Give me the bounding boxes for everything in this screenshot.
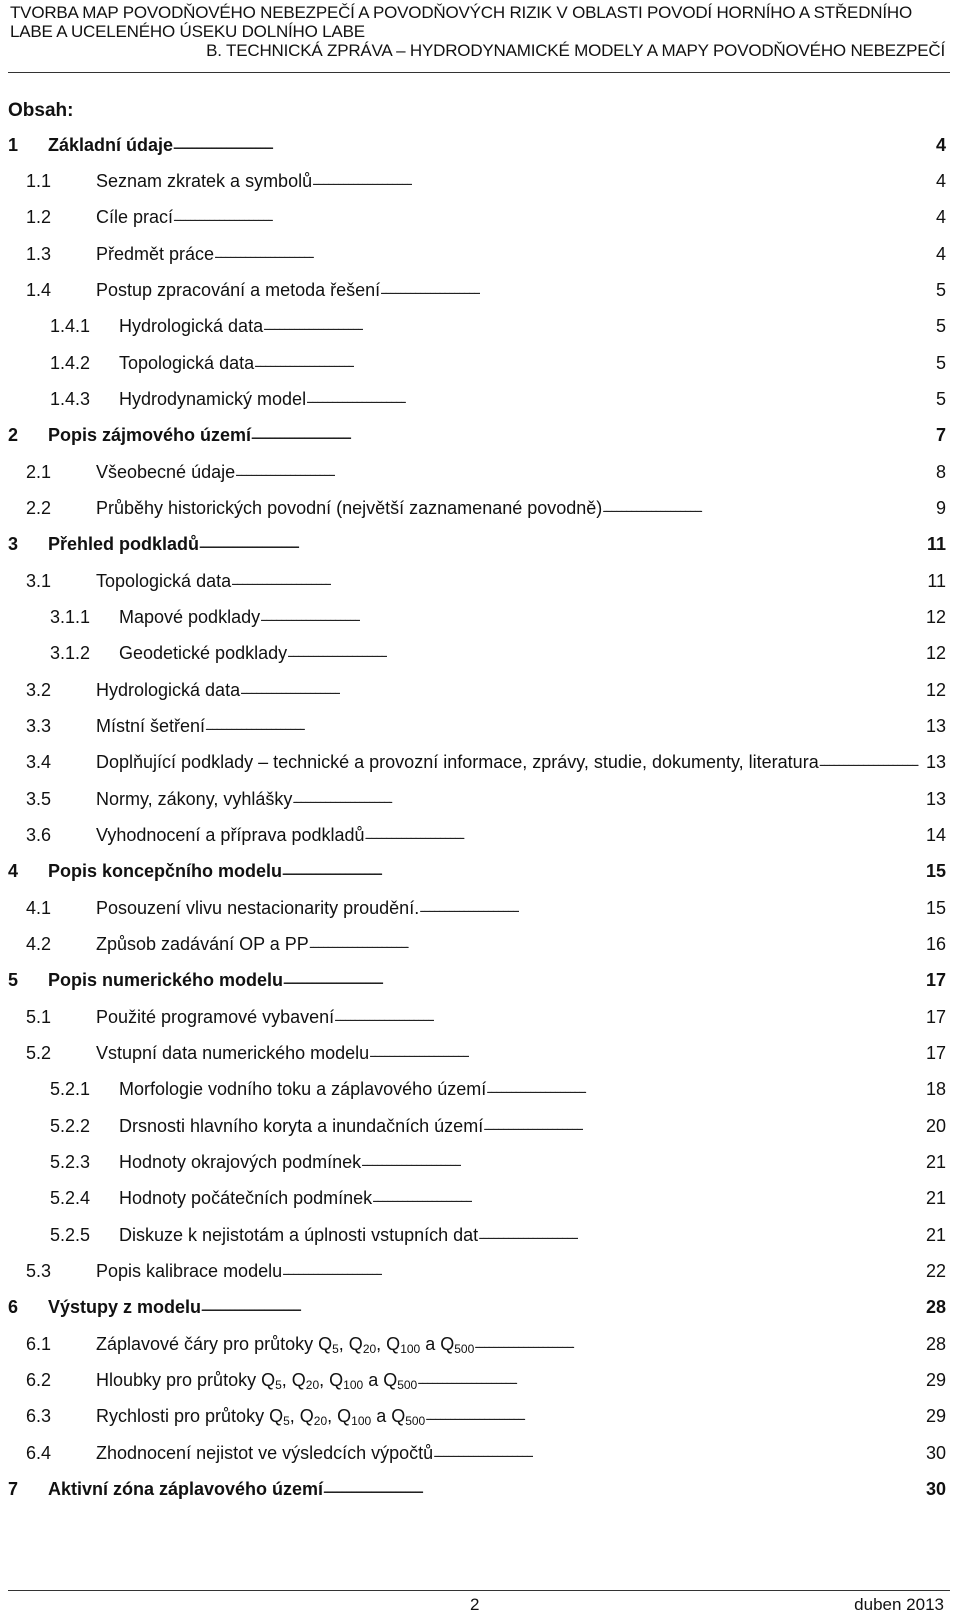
toc-entry[interactable] <box>26 1399 946 1427</box>
toc-entry-number: 2 <box>8 425 19 445</box>
dot-leader <box>199 535 925 555</box>
toc-entry-page: 7 <box>935 425 946 445</box>
toc-entry-page: 8 <box>935 462 946 482</box>
toc-entry-number: 1 <box>8 135 19 155</box>
toc-entry[interactable] <box>50 346 946 374</box>
toc-entry-title: Místní šetření <box>96 716 206 736</box>
toc-entry-page: 28 <box>925 1334 946 1354</box>
toc-entry-title: Způsob zadávání OP a PP <box>96 934 309 954</box>
toc-entry[interactable] <box>26 1254 946 1282</box>
dot-leader <box>372 1189 924 1209</box>
toc-entry[interactable] <box>8 1472 946 1500</box>
toc-entry[interactable] <box>26 164 946 192</box>
toc-entry-number: 1.3 <box>26 244 52 264</box>
toc-entry-title: Základní údaje <box>48 135 174 155</box>
toc-entry-page: 5 <box>935 316 946 336</box>
toc-entry[interactable] <box>26 1036 946 1064</box>
dot-leader <box>478 1226 924 1246</box>
toc-entry[interactable] <box>50 1218 946 1246</box>
toc-entry-title: Hodnoty okrajových podmínek <box>119 1152 362 1172</box>
toc-entry[interactable] <box>26 1327 946 1355</box>
dot-leader <box>283 971 924 991</box>
dot-leader <box>282 862 924 882</box>
toc-entry[interactable] <box>8 854 946 882</box>
dot-leader <box>309 935 924 955</box>
toc-entry-number: 3 <box>8 534 19 554</box>
toc-entry-page: 12 <box>925 607 946 627</box>
toc-entry[interactable] <box>26 818 946 846</box>
toc-entry-title: Vstupní data numerického modelu <box>96 1043 370 1063</box>
toc-entry[interactable] <box>26 564 946 592</box>
dot-leader <box>323 1480 924 1500</box>
toc-entry-number: 5 <box>8 970 19 990</box>
toc-entry[interactable] <box>26 491 946 519</box>
dot-leader <box>369 1044 924 1064</box>
toc-entry-number: 5.2 <box>26 1043 52 1063</box>
toc-entry[interactable] <box>26 1363 946 1391</box>
toc-entry[interactable] <box>26 273 946 301</box>
toc-entry-title: Hydrologická data <box>119 316 264 336</box>
toc-entry[interactable] <box>8 418 946 446</box>
toc-entry-number: 5.2.5 <box>50 1225 91 1245</box>
toc-entry-number: 2.1 <box>26 462 52 482</box>
dot-leader <box>312 172 934 192</box>
toc-entry-title: Rychlosti pro průtoky $Q_5$, $Q_{20}$, $Q_{100}$ a $Q_{500}$ <box>96 1406 426 1428</box>
toc-entry-title: Hodnoty počátečních podmínek <box>119 1188 373 1208</box>
toc-entry-number: 3.3 <box>26 716 52 736</box>
dot-leader <box>260 608 924 628</box>
toc-entry-title: Normy, zákony, vyhlášky <box>96 789 293 809</box>
toc-entry[interactable] <box>26 200 946 228</box>
toc-entry-number: 4 <box>8 861 19 881</box>
toc-entry-number: 3.6 <box>26 825 52 845</box>
toc-entry-page: 4 <box>935 135 946 155</box>
toc-entry-title: Aktivní zóna záplavového území <box>48 1479 324 1499</box>
toc-entry[interactable] <box>8 527 946 555</box>
dot-leader <box>425 1407 924 1427</box>
dot-leader <box>380 281 934 301</box>
toc-entry-title: Předmět práce <box>96 244 215 264</box>
toc-entry-title: Všeobecné údaje <box>96 462 236 482</box>
toc-entry-title: Cíle prací <box>96 207 174 227</box>
dot-leader <box>474 1335 924 1355</box>
toc-entry-page: 21 <box>925 1225 946 1245</box>
dot-leader <box>173 208 934 228</box>
toc-entry-page: 21 <box>925 1152 946 1172</box>
toc-entry-page: 17 <box>925 1007 946 1027</box>
toc-entry-title: Hydrodynamický model <box>119 389 307 409</box>
toc-entry-number: 3.1.2 <box>50 643 91 663</box>
toc-entry-page: 29 <box>925 1370 946 1390</box>
toc-entry[interactable] <box>26 709 946 737</box>
toc-entry[interactable] <box>50 382 946 410</box>
dot-leader <box>292 790 924 810</box>
header-line-1: TVORBA MAP POVODŇOVÉHO NEBEZPEČÍ A POVODŇOVÝCH RIZIK V OBLASTI POVODÍ HORNÍHO A STŘEDNÍHO <box>10 3 912 22</box>
toc-entry[interactable] <box>26 1000 946 1028</box>
toc-entry-page: 9 <box>935 498 946 518</box>
dot-leader <box>483 1117 924 1137</box>
dot-leader <box>240 681 924 701</box>
toc-entry-page: 13 <box>925 789 946 809</box>
toc-entry[interactable] <box>26 782 946 810</box>
dot-leader <box>231 572 925 592</box>
toc-entry-page: 15 <box>925 861 946 881</box>
dot-leader <box>201 1298 924 1318</box>
toc-entry-number: 5.2.2 <box>50 1116 91 1136</box>
dot-leader <box>205 717 924 737</box>
toc-entry-number: 4.2 <box>26 934 52 954</box>
toc-entry-number: 6 <box>8 1297 19 1317</box>
toc-entry[interactable] <box>50 636 946 664</box>
toc-entry-number: 2.2 <box>26 498 52 518</box>
toc-entry-title: Průběhy historických povodní (největší zaznamenané povodně) <box>96 498 603 518</box>
toc-entry-number: 3.2 <box>26 680 52 700</box>
toc-entry-page: 4 <box>935 207 946 227</box>
dot-leader <box>433 1444 924 1464</box>
toc-entry-title: Zhodnocení nejistot ve výsledcích výpočtů <box>96 1443 434 1463</box>
toc-entry-title: Postup zpracování a metoda řešení <box>96 280 381 300</box>
toc-title: Obsah: <box>8 100 74 121</box>
toc-entry-title: Výstupy z modelu <box>48 1297 202 1317</box>
dot-leader <box>263 317 934 337</box>
toc-entry-title: Mapové podklady <box>119 607 261 627</box>
toc-entry-title: Geodetické podklady <box>119 643 288 663</box>
toc-entry-title: Morfologie vodního toku a záplavového území <box>119 1079 487 1099</box>
header-divider <box>8 72 950 73</box>
toc-entry-page: 5 <box>935 389 946 409</box>
toc-entry-page: 30 <box>925 1443 946 1463</box>
toc-entry-number: 5.2.3 <box>50 1152 91 1172</box>
toc-entry-title: Vyhodnocení a příprava podkladů <box>96 825 365 845</box>
toc-entry-number: 1.2 <box>26 207 52 227</box>
toc-entry[interactable] <box>8 1290 946 1318</box>
toc-entry-number: 1.1 <box>26 171 52 191</box>
toc-entry-number: 5.2.1 <box>50 1079 91 1099</box>
toc-entry-number: 6.3 <box>26 1406 52 1426</box>
toc-entry-title: Záplavové čáry pro průtoky $Q_5$, $Q_{20}$, $Q_{100}$ a $Q_{500}$ <box>96 1334 475 1356</box>
toc-entry-page: 5 <box>935 280 946 300</box>
dot-leader <box>251 426 934 446</box>
toc-entry-page: 11 <box>927 571 946 591</box>
dot-leader <box>306 390 934 410</box>
dot-leader <box>287 644 924 664</box>
dot-leader <box>361 1153 924 1173</box>
toc-entry-number: 6.2 <box>26 1370 52 1390</box>
toc-entry-number: 5.1 <box>26 1007 52 1027</box>
toc-entry-number: 5.2.4 <box>50 1188 91 1208</box>
toc-entry-title: Topologická data <box>119 353 255 373</box>
toc-entry[interactable] <box>50 1109 946 1137</box>
dot-leader <box>214 245 934 265</box>
toc-entry-title: Hydrologická data <box>96 680 241 700</box>
dot-leader <box>254 354 934 374</box>
toc-entry-number: 1.4.2 <box>50 353 91 373</box>
toc-entry[interactable] <box>26 237 946 265</box>
dot-leader <box>602 499 934 519</box>
toc-entry-number: 1.4.1 <box>50 316 91 336</box>
toc-entry-page: 21 <box>925 1188 946 1208</box>
toc-entry[interactable] <box>50 1145 946 1173</box>
dot-leader <box>365 826 924 846</box>
toc-entry[interactable] <box>50 1072 946 1100</box>
header-line-3: B. TECHNICKÁ ZPRÁVA – HYDRODYNAMICKÉ MODELY A MAPY POVODŇOVÉHO NEBEZPEČÍ <box>206 41 945 60</box>
toc-entry-title: Diskuze k nejistotám a úplnosti vstupních dat <box>119 1225 479 1245</box>
toc-entry-number: 3.5 <box>26 789 52 809</box>
toc-entry-page: 14 <box>925 825 946 845</box>
dot-leader <box>417 1371 924 1391</box>
document-header <box>10 3 945 60</box>
toc-entry-number: 3.1 <box>26 571 52 591</box>
toc-entry-title: Popis koncepčního modelu <box>48 861 283 881</box>
toc-entry[interactable] <box>50 309 946 337</box>
toc-entry-page: 11 <box>926 534 946 554</box>
header-line-2: LABE A UCELENÉHO ÚSEKU DOLNÍHO LABE <box>10 22 365 41</box>
toc-entry[interactable] <box>50 1181 946 1209</box>
toc-entry[interactable] <box>26 673 946 701</box>
toc-entry[interactable] <box>8 128 946 156</box>
toc-entry-page: 12 <box>925 643 946 663</box>
page-number: 2 <box>470 1595 480 1614</box>
toc-entry-title: Popis kalibrace modelu <box>96 1261 283 1281</box>
toc-entry-number: 6.1 <box>26 1334 52 1354</box>
toc-entry-page: 18 <box>925 1079 946 1099</box>
toc-entry-title: Popis zájmového území <box>48 425 252 445</box>
toc-entry-number: 3.4 <box>26 752 52 772</box>
dot-leader <box>486 1080 924 1100</box>
toc-entry-page: 13 <box>925 716 946 736</box>
toc-entry-page: 4 <box>935 244 946 264</box>
toc-entry[interactable] <box>50 600 946 628</box>
toc-entry-number: 1.4 <box>26 280 52 300</box>
toc-entry-page: 5 <box>935 353 946 373</box>
toc-entry-title: Hloubky pro průtoky $Q_5$, $Q_{20}$, $Q_{100}$ a $Q_{500}$ <box>96 1370 418 1392</box>
toc-entry-page: 4 <box>935 171 946 191</box>
toc-entry-page: 12 <box>925 680 946 700</box>
toc-entry[interactable] <box>26 1436 946 1464</box>
dot-leader <box>282 1262 924 1282</box>
dot-leader <box>173 136 934 156</box>
toc-entry-page: 17 <box>925 970 946 990</box>
toc-entry[interactable] <box>26 455 946 483</box>
toc-entry-title: Topologická data <box>96 571 232 591</box>
toc-entry-title: Doplňující podklady – technické a provozní informace, zprávy, studie, dokumenty, literatura <box>96 752 819 772</box>
toc-entry-number: 4.1 <box>26 898 52 918</box>
toc-entry-title: Popis numerického modelu <box>48 970 284 990</box>
toc-entry-page: 13 <box>925 752 946 772</box>
toc-entry-title: Přehled podkladů <box>48 534 200 554</box>
toc-entry-page: 30 <box>925 1479 946 1499</box>
toc-entry[interactable] <box>26 745 946 773</box>
footer-divider <box>8 1590 950 1591</box>
toc-entry[interactable] <box>26 927 946 955</box>
toc-entry-page: 28 <box>925 1297 946 1317</box>
toc-entry-number: 6.4 <box>26 1443 52 1463</box>
toc-entry-number: 7 <box>8 1479 19 1499</box>
toc-entry-page: 17 <box>925 1043 946 1063</box>
toc-entry-page: 16 <box>925 934 946 954</box>
toc-entry-page: 20 <box>925 1116 946 1136</box>
toc-entry-title: Posouzení vlivu nestacionarity proudění. <box>96 898 420 918</box>
toc-entry[interactable] <box>8 963 946 991</box>
dot-leader <box>235 463 934 483</box>
toc-entry-title: Seznam zkratek a symbolů <box>96 171 313 191</box>
toc-entry-page: 22 <box>925 1261 946 1281</box>
dot-leader <box>419 899 924 919</box>
document-date: duben 2013 <box>854 1595 944 1614</box>
toc-entry-number: 1.4.3 <box>50 389 91 409</box>
toc-entry-page: 15 <box>925 898 946 918</box>
toc-entry-number: 3.1.1 <box>50 607 91 627</box>
dot-leader <box>819 753 924 773</box>
toc-entry-number: 5.3 <box>26 1261 52 1281</box>
dot-leader <box>334 1008 924 1028</box>
toc-entry-title: Použité programové vybavení <box>96 1007 335 1027</box>
toc-entry-title: Drsnosti hlavního koryta a inundačních území <box>119 1116 484 1136</box>
toc-entry[interactable] <box>26 891 946 919</box>
toc-entry-page: 29 <box>925 1406 946 1426</box>
